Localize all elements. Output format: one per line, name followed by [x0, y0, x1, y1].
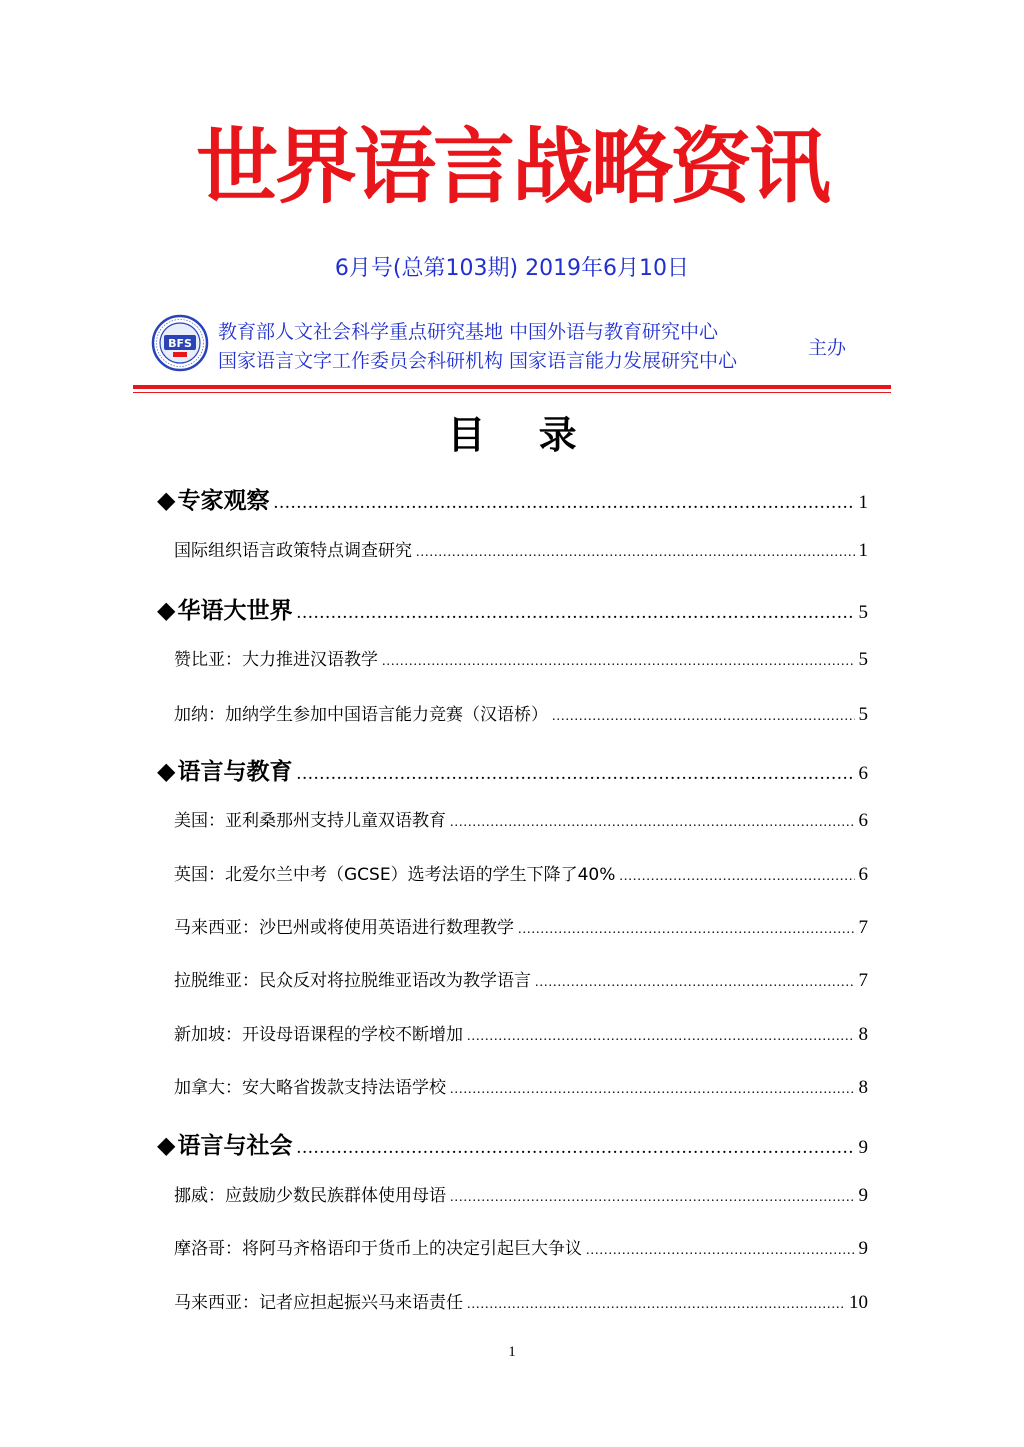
diamond-bullet-icon: ◆	[157, 757, 176, 785]
toc-entry-page: 1	[858, 540, 868, 561]
toc-entry-label: 马来西亚：记者应担起振兴马来语责任	[174, 1293, 463, 1313]
toc-item[interactable]	[174, 700, 868, 726]
toc-section[interactable]	[157, 1127, 868, 1160]
issue-line: 6月号(总第103期) 2019年6月10日	[334, 256, 690, 281]
masthead-title: 世界语言战略资讯	[195, 120, 828, 215]
toc-entry-page: 10	[849, 1292, 868, 1313]
dot-leader	[467, 1029, 855, 1045]
toc-entry-label: 新加坡：开设母语课程的学校不断增加	[174, 1025, 463, 1045]
toc-item[interactable]	[174, 860, 868, 886]
toc-item[interactable]	[174, 536, 868, 562]
dot-leader	[296, 1137, 854, 1159]
toc-entry-label: 华语大世界	[177, 598, 293, 624]
dot-leader	[586, 1243, 855, 1259]
toc-item[interactable]	[174, 913, 868, 939]
toc-item[interactable]	[174, 966, 868, 992]
toc-entry-label: 国际组织语言政策特点调查研究	[174, 541, 412, 561]
toc-entry-label: 专家观察	[177, 488, 270, 514]
diamond-bullet-icon: ◆	[157, 596, 176, 624]
toc-entry-page: 6	[858, 763, 868, 784]
toc-entry-page: 9	[858, 1238, 868, 1259]
toc-entry-label: 加纳：加纳学生参加中国语言能力竞赛（汉语桥）	[174, 705, 548, 725]
organizer-list	[218, 318, 737, 376]
dot-leader	[296, 763, 854, 785]
toc-entry-label: 赞比亚：大力推进汉语教学	[174, 650, 378, 670]
logo-text: BFS	[168, 337, 192, 350]
diamond-bullet-icon: ◆	[157, 486, 176, 514]
dot-leader	[416, 545, 855, 561]
toc-item[interactable]	[174, 1020, 868, 1046]
toc-item[interactable]	[174, 1073, 868, 1099]
dot-leader	[296, 602, 854, 624]
toc-entry-label: 加拿大：安大略省拨款支持法语学校	[174, 1078, 446, 1098]
toc-entry-page: 9	[858, 1185, 868, 1206]
toc-entry-label: 语言与社会	[177, 1133, 293, 1159]
toc-entry-page: 6	[858, 810, 868, 831]
diamond-bullet-icon: ◆	[157, 1131, 176, 1159]
dot-leader	[535, 975, 855, 991]
dot-leader	[467, 1297, 845, 1313]
toc-entry-page: 5	[858, 649, 868, 670]
dot-leader	[619, 869, 854, 885]
dot-leader	[450, 815, 855, 831]
toc-entry-label: 美国：亚利桑那州支持儿童双语教育	[174, 811, 446, 831]
toc-entry-page: 7	[858, 917, 868, 938]
toc-entry-page: 6	[858, 864, 868, 885]
toc-entry-label: 语言与教育	[177, 759, 293, 785]
toc-entry-page: 8	[858, 1077, 868, 1098]
toc-item[interactable]	[174, 806, 868, 832]
toc-item[interactable]	[174, 1181, 868, 1207]
toc-item[interactable]	[174, 645, 868, 671]
toc-entry-page: 8	[858, 1024, 868, 1045]
toc-section[interactable]	[157, 592, 868, 625]
organizer-line-2: 国家语言文字工作委员会科研机构 国家语言能力发展研究中心	[218, 350, 738, 372]
page-number: 1	[508, 1344, 516, 1360]
dot-leader	[552, 709, 855, 725]
toc-title: 目 录	[447, 412, 577, 457]
dot-leader	[382, 654, 855, 670]
toc-entry-label: 拉脱维亚：民众反对将拉脱维亚语改为教学语言	[174, 971, 531, 991]
toc-entry-page: 9	[858, 1137, 868, 1158]
dot-leader	[273, 492, 854, 514]
header-rule-thin	[133, 392, 891, 393]
toc-section[interactable]	[157, 482, 868, 515]
toc-section[interactable]	[157, 753, 868, 786]
toc-item[interactable]	[174, 1234, 868, 1260]
toc-entry-label: 英国：北爱尔兰中考（GCSE）选考法语的学生下降了40%	[174, 865, 616, 885]
toc-entry-page: 1	[858, 492, 868, 513]
dot-leader	[518, 922, 855, 938]
toc-entry-label: 摩洛哥：将阿马齐格语印于货币上的决定引起巨大争议	[174, 1239, 582, 1259]
toc-entry-page: 7	[858, 970, 868, 991]
organizer-role: 主办	[808, 337, 847, 359]
toc-entry-label: 马来西亚：沙巴州或将使用英语进行数理教学	[174, 918, 514, 938]
bfsu-logo-icon	[151, 314, 209, 372]
dot-leader	[450, 1082, 855, 1098]
toc-entry-page: 5	[858, 602, 868, 623]
toc-item[interactable]	[174, 1288, 868, 1314]
toc-entry-label: 挪威：应鼓励少数民族群体使用母语	[174, 1186, 446, 1206]
header-rule-thick	[133, 385, 891, 389]
organizer-line-1: 教育部人文社会科学重点研究基地 中国外语与教育研究中心	[218, 321, 719, 343]
toc-entry-page: 5	[858, 704, 868, 725]
dot-leader	[450, 1190, 855, 1206]
